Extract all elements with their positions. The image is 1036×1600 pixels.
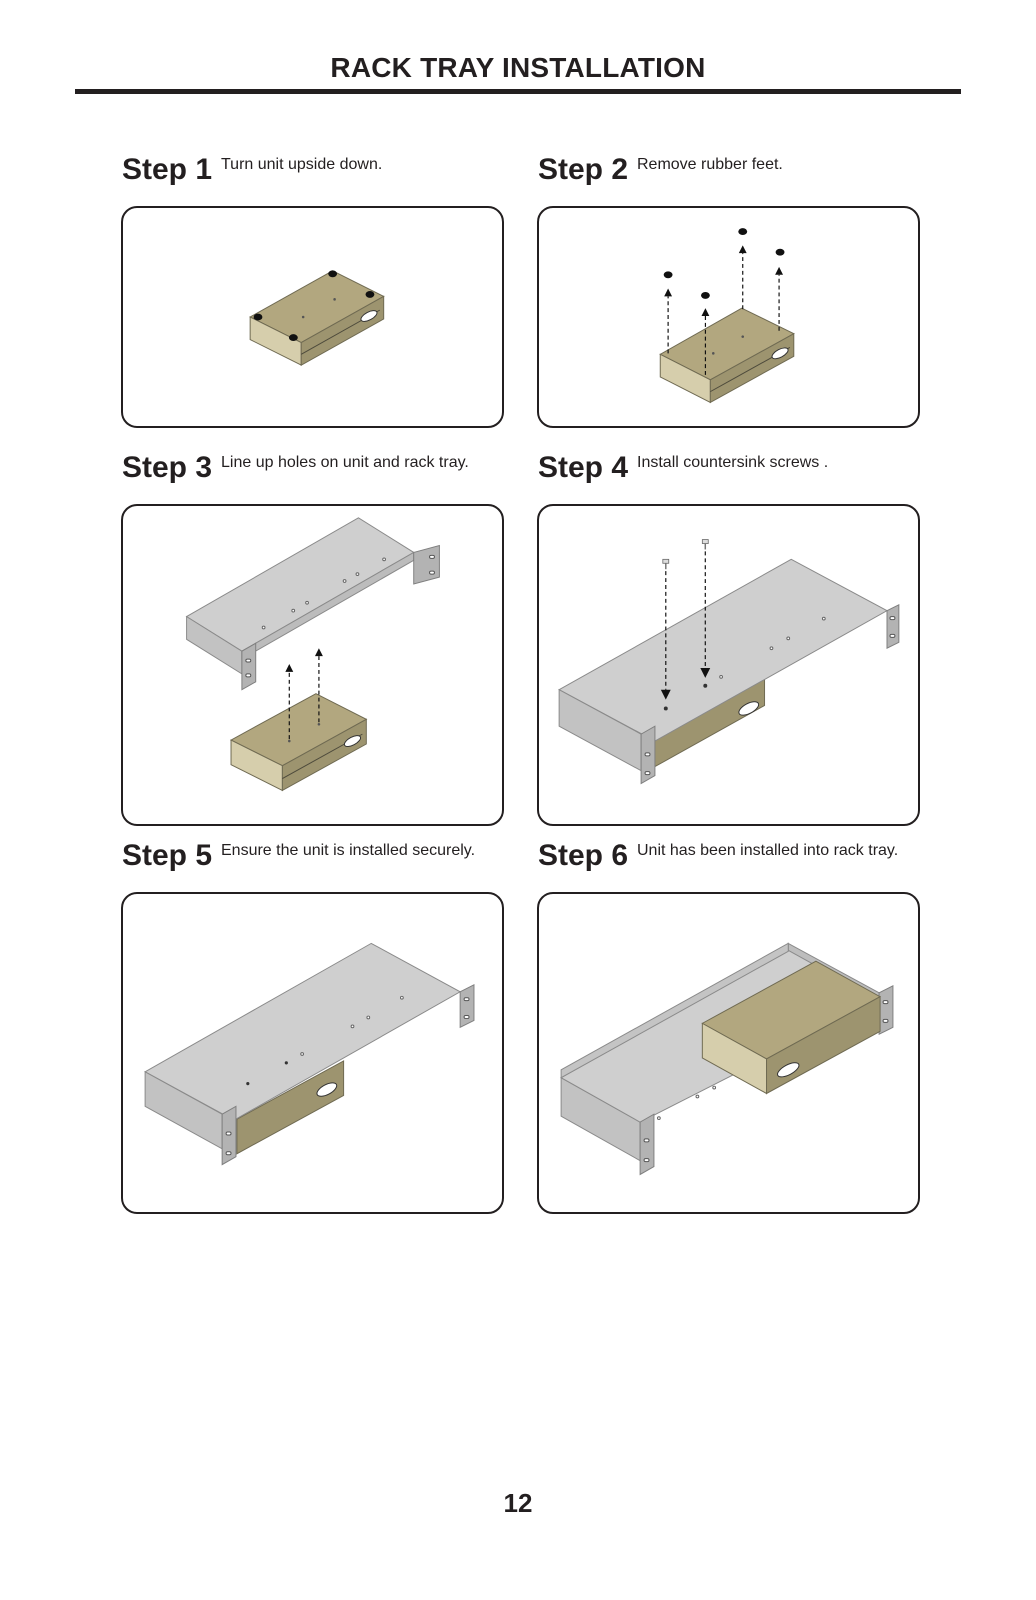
countersink-screws (663, 540, 708, 570)
step-1-description: Turn unit upside down. (221, 156, 383, 173)
step-5-illustration (121, 892, 504, 1214)
step-1-label: Step 1 (122, 153, 213, 186)
arrow-heads (285, 648, 323, 672)
unit-box (231, 694, 366, 791)
secured-unit-illustration (123, 894, 502, 1212)
step-2-description: Remove rubber feet. (637, 156, 783, 173)
step-4-description: Install countersink screws . (637, 454, 829, 471)
rack-tray (559, 559, 899, 783)
step-2-label: Step 2 (538, 153, 629, 186)
step-4-label: Step 4 (538, 451, 629, 484)
step-6-description: Unit has been installed into rack tray. (637, 842, 899, 859)
rubber-feet (664, 228, 785, 299)
step-3-label: Step 3 (122, 451, 213, 484)
step-4-illustration (537, 504, 920, 826)
step-6-illustration (537, 892, 920, 1214)
step-3-illustration (121, 504, 504, 826)
unit-box (660, 308, 794, 402)
page-title: RACK TRAY INSTALLATION (330, 52, 706, 83)
unit-box (250, 271, 384, 365)
arrow-heads (664, 245, 783, 316)
step-5-description: Ensure the unit is installed securely. (221, 842, 476, 859)
step-5-label: Step 5 (122, 839, 213, 872)
install-screws-illustration (539, 506, 918, 824)
step-3-description: Line up holes on unit and rack tray. (221, 454, 469, 471)
page-number: 12 (503, 1488, 533, 1518)
align-holes-illustration (123, 506, 502, 824)
unit-upside-down-illustration (123, 208, 502, 426)
rack-tray (187, 518, 440, 690)
rack-tray (145, 943, 474, 1164)
installed-unit-illustration (539, 894, 918, 1212)
step-2-illustration (537, 206, 920, 428)
title-divider (75, 89, 961, 94)
remove-feet-illustration (539, 208, 918, 426)
step-1-illustration (121, 206, 504, 428)
step-6-label: Step 6 (538, 839, 629, 872)
